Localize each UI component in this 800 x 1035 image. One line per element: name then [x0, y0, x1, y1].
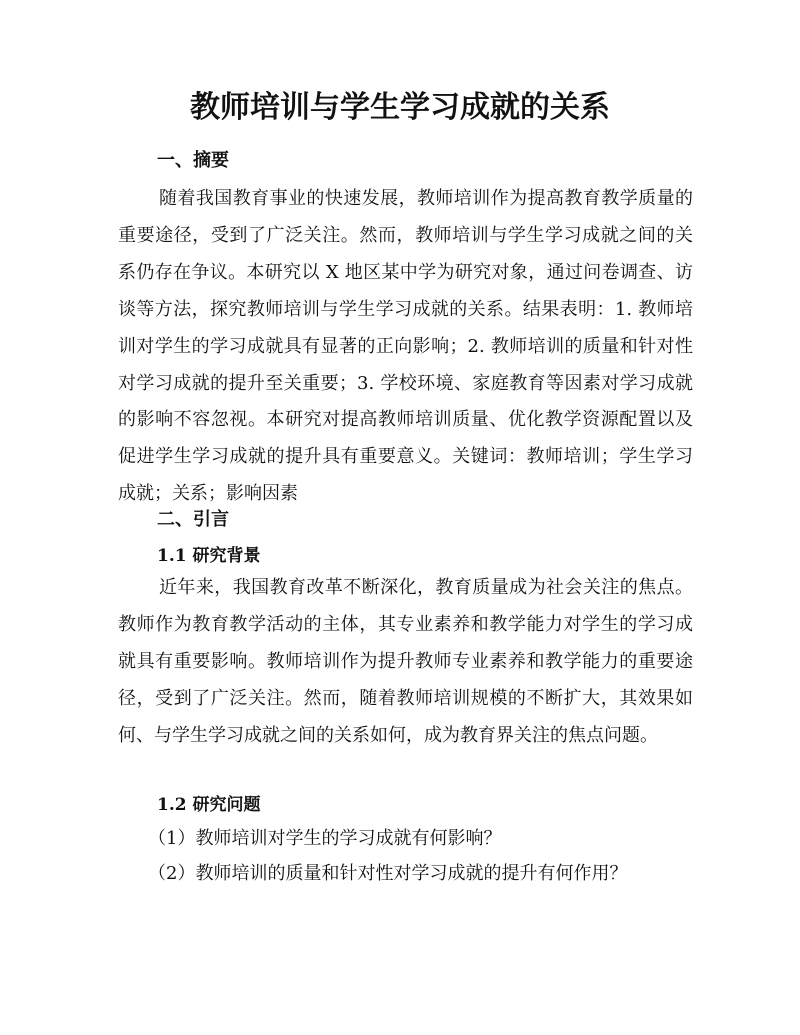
abstract-heading: 一、摘要	[157, 150, 229, 171]
document-title: 教师培训与学生学习成就的关系	[190, 90, 610, 125]
research-background-heading: 1.1 研究背景	[157, 546, 261, 566]
introduction-heading: 二、引言	[157, 509, 229, 530]
research-question-item: （2）教师培训的质量和针对性对学习成就的提升有何作用？	[148, 863, 628, 884]
research-question-item: （1）教师培训对学生的学习成就有何影响？	[148, 828, 502, 849]
abstract-paragraph: 随着我国教育事业的快速发展，教师培训作为提高教育教学质量的重要途径，受到了广泛关注。然而，教师培训与学生学习成就之间的关系仍存在争议。本研究以 X 地区某中学为研究对象，通过问卷调查、访谈等方法，探究教师培训与学生学习成就的关系。结果表明：1. 教师培训对学生的学习成就具有显著的正向影响；2. 教师培训的质量和针对性对学习成就的提升至关重要；3. 学校环境、家庭教育等因素对学习成就的影响不容忽视。本研究对提高教师培训质量、优化教学资源配置以及促进学生学习成就的提升具有重要意义。关键词：教师培训；学生学习成就；关系；影响因素	[118, 188, 693, 505]
research-background-paragraph: 近年来，我国教育改革不断深化，教育质量成为社会关注的焦点。教师作为教育教学活动的主体，其专业素养和教学能力对学生的学习成就具有重要影响。教师培训作为提升教师专业素养和教学能力的重要途径，受到了广泛关注。然而，随着教师培训规模的不断扩大，其效果如何、与学生学习成就之间的关系如何，成为教育界关注的焦点问题。	[118, 577, 693, 746]
research-questions-heading: 1.2 研究问题	[157, 795, 261, 815]
